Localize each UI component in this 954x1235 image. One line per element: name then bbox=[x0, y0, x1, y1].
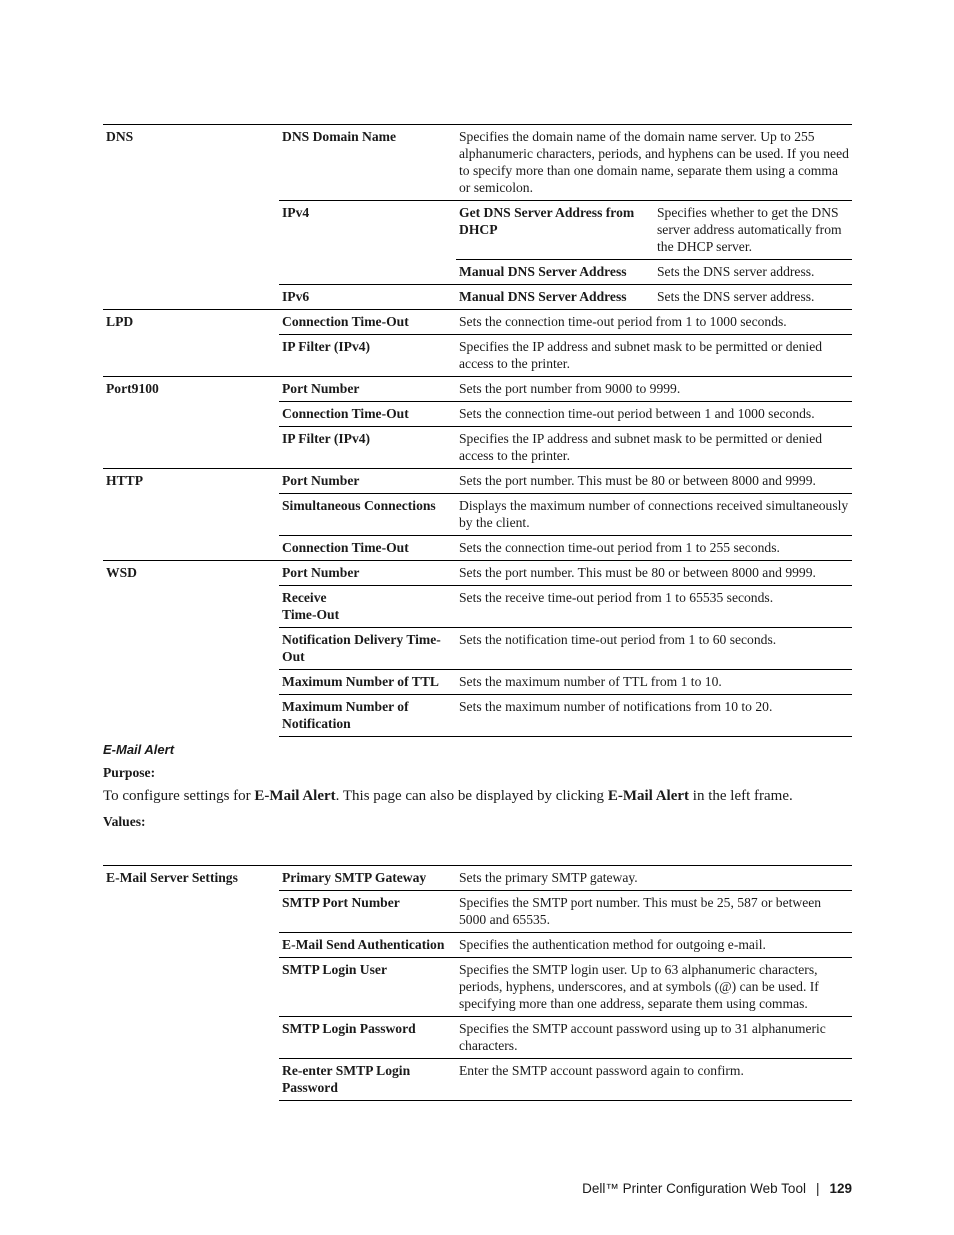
setting-name-cell: Connection Time-Out bbox=[279, 310, 456, 335]
description-cell: Specifies the authentication method for outgoing e-mail. bbox=[456, 933, 852, 958]
setting-name-cell: Port Number bbox=[279, 561, 456, 586]
table-row bbox=[103, 310, 852, 335]
para-text: . This page can also be displayed by clicking bbox=[335, 788, 608, 804]
para-bold-term: E-Mail Alert bbox=[254, 788, 336, 804]
subsetting-name-cell: Get DNS Server Address from DHCP bbox=[456, 201, 654, 260]
values-label: Values: bbox=[103, 814, 146, 829]
setting-name-cell: Primary SMTP Gateway bbox=[279, 866, 456, 891]
table-row bbox=[103, 377, 852, 402]
purpose-paragraph bbox=[103, 788, 863, 805]
description-cell: Sets the port number. This must be 80 or between 8000 and 9999. bbox=[456, 469, 852, 494]
purpose-label: Purpose: bbox=[103, 765, 156, 780]
subsetting-name-cell: Manual DNS Server Address bbox=[456, 260, 654, 285]
para-bold-term: E-Mail Alert bbox=[607, 788, 690, 804]
description-cell: Sets the maximum number of TTL from 1 to 10. bbox=[456, 670, 852, 695]
setting-name-cell: Connection Time-Out bbox=[279, 536, 456, 561]
category-cell: Port9100 bbox=[103, 377, 279, 469]
description-cell: Sets the connection time-out period from 1 to 1000 seconds. bbox=[456, 310, 852, 335]
setting-name-cell: Re-enter SMTP Login Password bbox=[279, 1059, 456, 1101]
description-cell: Sets the connection time-out period from 1 to 255 seconds. bbox=[456, 536, 852, 561]
settings-table-network bbox=[103, 124, 852, 737]
setting-name-cell: Maximum Number of Notification bbox=[279, 695, 456, 737]
setting-name-cell: E-Mail Send Authentication bbox=[279, 933, 456, 958]
setting-name-cell: DNS Domain Name bbox=[279, 125, 456, 201]
description-cell: Sets the primary SMTP gateway. bbox=[456, 866, 852, 891]
category-cell: E-Mail Server Settings bbox=[103, 866, 279, 1101]
category-cell: WSD bbox=[103, 561, 279, 737]
setting-name-cell: Receive Time-Out bbox=[279, 586, 456, 628]
setting-name-cell: IPv6 bbox=[279, 285, 456, 310]
description-cell: Sets the maximum number of notifications from 10 to 20. bbox=[456, 695, 852, 737]
setting-name-cell: Simultaneous Connections bbox=[279, 494, 456, 536]
description-cell: Displays the maximum number of connections received simultaneously by the client. bbox=[456, 494, 852, 536]
description-cell: Specifies the IP address and subnet mask to be permitted or denied access to the printer. bbox=[456, 335, 852, 377]
description-cell: Specifies the domain name of the domain name server. Up to 255 alphanumeric characters, periods, and hyphens can be used. If you need to specify more than one domain name, separate them using a comma or semicolon. bbox=[456, 125, 852, 201]
description-cell: Specifies the SMTP account password using up to 31 alphanumeric characters. bbox=[456, 1017, 852, 1059]
description-cell: Sets the port number. This must be 80 or between 8000 and 9999. bbox=[456, 561, 852, 586]
subsetting-name-cell: Manual DNS Server Address bbox=[456, 285, 654, 310]
description-cell: Specifies the SMTP port number. This must be 25, 587 or between 5000 and 65535. bbox=[456, 891, 852, 933]
section-title: E-Mail Alert bbox=[103, 742, 175, 757]
para-text: To configure settings for bbox=[103, 788, 255, 804]
description-cell: Sets the DNS server address. bbox=[654, 260, 852, 285]
description-cell: Specifies whether to get the DNS server address automatically from the DHCP server. bbox=[654, 201, 852, 260]
setting-name-cell: IP Filter (IPv4) bbox=[279, 427, 456, 469]
table-row bbox=[103, 561, 852, 586]
setting-name-cell: Port Number bbox=[279, 377, 456, 402]
settings-table-email bbox=[103, 865, 852, 1101]
description-cell: Sets the receive time-out period from 1 to 65535 seconds. bbox=[456, 586, 852, 628]
para-text: in the left frame. bbox=[689, 788, 793, 804]
description-cell: Specifies the SMTP login user. Up to 63 alphanumeric characters, periods, hyphens, underscores, and at symbols (@) can be used. If specifying more than one address, separate them using commas. bbox=[456, 958, 852, 1017]
description-cell: Sets the port number from 9000 to 9999. bbox=[456, 377, 852, 402]
description-cell: Enter the SMTP account password again to confirm. bbox=[456, 1059, 852, 1101]
setting-name-cell: Connection Time-Out bbox=[279, 402, 456, 427]
table-row bbox=[103, 866, 852, 891]
description-cell: Sets the connection time-out period between 1 and 1000 seconds. bbox=[456, 402, 852, 427]
category-cell: HTTP bbox=[103, 469, 279, 561]
page-number: 129 bbox=[829, 1181, 852, 1196]
setting-name-cell: SMTP Port Number bbox=[279, 891, 456, 933]
setting-name-cell: IP Filter (IPv4) bbox=[279, 335, 456, 377]
setting-name-cell: Notification Delivery Time-Out bbox=[279, 628, 456, 670]
setting-name-cell: SMTP Login Password bbox=[279, 1017, 456, 1059]
description-cell: Sets the notification time-out period from 1 to 60 seconds. bbox=[456, 628, 852, 670]
setting-name-cell: IPv4 bbox=[279, 201, 456, 285]
description-cell: Sets the DNS server address. bbox=[654, 285, 852, 310]
footer-separator: | bbox=[815, 1181, 820, 1196]
table-row bbox=[103, 469, 852, 494]
footer-title: Dell™ Printer Configuration Web Tool bbox=[582, 1181, 806, 1196]
setting-name-cell: Port Number bbox=[279, 469, 456, 494]
description-cell: Specifies the IP address and subnet mask to be permitted or denied access to the printer. bbox=[456, 427, 852, 469]
page-footer bbox=[582, 1181, 852, 1196]
category-cell: LPD bbox=[103, 310, 279, 377]
setting-name-cell: SMTP Login User bbox=[279, 958, 456, 1017]
category-cell: DNS bbox=[103, 125, 279, 310]
table-row bbox=[103, 125, 852, 201]
setting-name-cell: Maximum Number of TTL bbox=[279, 670, 456, 695]
